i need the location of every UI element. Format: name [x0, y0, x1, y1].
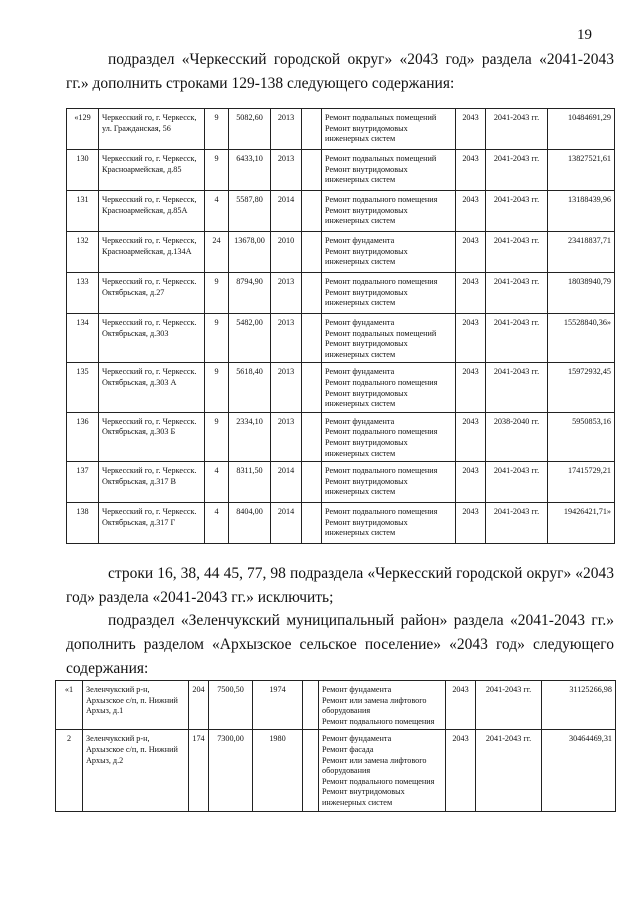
work-item: Ремонт фасада [322, 744, 374, 754]
year-cell: 2013 [271, 363, 302, 412]
table-row [67, 503, 615, 544]
cost-cell: 13827521,61 [548, 150, 615, 191]
address-cell: Зеленчукский р-н, Архызское с/п, п. Нижний Архыз, д.2 [83, 730, 189, 811]
empty-cell [302, 363, 322, 412]
row-number-cell: 137 [67, 462, 99, 503]
year-cell: 2013 [271, 109, 302, 150]
table-cherkessk-rows [66, 108, 615, 544]
year-cell: 2010 [271, 232, 302, 273]
year-cell: 2013 [271, 412, 302, 461]
floors-cell: 9 [205, 363, 229, 412]
works-cell [322, 109, 456, 150]
table-row [56, 730, 616, 811]
works-cell [322, 503, 456, 544]
work-item: Ремонт внутридомовых инженерных систем [325, 339, 408, 359]
empty-cell [302, 273, 322, 314]
empty-cell [302, 150, 322, 191]
works-cell [322, 273, 456, 314]
empty-cell [302, 412, 322, 461]
page-number: 19 [577, 27, 592, 43]
period-cell: 2041-2043 гг. [486, 503, 548, 544]
works-cell [322, 191, 456, 232]
floors-cell: 204 [189, 681, 209, 730]
address-cell: Черкесский го, г. Черкесск, ул. Гражданская, 56 [99, 109, 205, 150]
floors-cell: 9 [205, 150, 229, 191]
floors-cell: 9 [205, 273, 229, 314]
work-item: Ремонт подвального помещения [325, 427, 438, 437]
cost-cell: 10484691,29 [548, 109, 615, 150]
area-cell: 8311,50 [229, 462, 271, 503]
address-cell: Черкесский го, г. Черкесск. Октябрьская, д.317 В [99, 462, 205, 503]
year-cell: 1980 [253, 730, 303, 811]
area-cell: 8404,00 [229, 503, 271, 544]
address-cell: Черкесский го, г. Черкесск, Красноармейская, д.134А [99, 232, 205, 273]
address-cell: Черкесский го, г. Черкесск. Октябрьская, д.303 А [99, 363, 205, 412]
cost-cell: 15972932,45 [548, 363, 615, 412]
work-item: Ремонт внутридомовых инженерных систем [325, 437, 408, 458]
floors-cell: 9 [205, 314, 229, 363]
plan-year-cell: 2043 [456, 273, 486, 314]
plan-year-cell: 2043 [446, 681, 476, 730]
floors-cell: 9 [205, 412, 229, 461]
work-item: Ремонт подвальных помещений [325, 154, 437, 163]
paragraph-add-rows: подраздел «Черкесский городской округ» «2043 год» раздела «2041-2043 гг.» дополнить строками 129-138 следующего содержания: [66, 51, 614, 92]
period-cell: 2041-2043 гг. [476, 681, 542, 730]
work-item: Ремонт подвального помещения [325, 377, 438, 387]
cost-cell: 31125266,98 [542, 681, 616, 730]
table-row [67, 363, 615, 412]
work-item: Ремонт подвального помещения [325, 507, 438, 517]
paragraph-exclude-rows: строки 16, 38, 44 45, 77, 98 подраздела «Черкесский городской округ» «2043 год» раздела «2041-2043 гг.» исключить; [66, 565, 614, 606]
floors-cell: 9 [205, 109, 229, 150]
table-arkhyz-rows [55, 680, 616, 812]
row-number-cell: 130 [67, 150, 99, 191]
period-cell: 2041-2043 гг. [476, 730, 542, 811]
plan-year-cell: 2043 [456, 191, 486, 232]
plan-year-cell: 2043 [456, 462, 486, 503]
period-cell: 2038-2040 гг. [486, 412, 548, 461]
work-item: Ремонт фундамента [325, 367, 395, 377]
empty-cell [302, 232, 322, 273]
period-cell: 2041-2043 гг. [486, 273, 548, 314]
work-item: Ремонт внутридомовых инженерных систем [325, 246, 408, 267]
table-row [67, 109, 615, 150]
paragraph-add-section: подраздел «Зеленчукский муниципальный район» раздела «2041-2043 гг.» дополнить разделом «Архызское сельское поселение» «2043 год» следующего содержания: [66, 612, 614, 677]
cost-cell: 5950853,16 [548, 412, 615, 461]
row-number-cell: 133 [67, 273, 99, 314]
area-cell: 8794,90 [229, 273, 271, 314]
row-number-cell: «1 [56, 681, 83, 730]
period-cell: 2041-2043 гг. [486, 314, 548, 363]
works-cell [322, 363, 456, 412]
year-cell: 2013 [271, 273, 302, 314]
period-cell: 2041-2043 гг. [486, 462, 548, 503]
floors-cell: 174 [189, 730, 209, 811]
empty-cell [303, 730, 319, 811]
works-cell [322, 462, 456, 503]
cost-cell: 23418837,71 [548, 232, 615, 273]
area-cell: 7300,00 [209, 730, 253, 811]
plan-year-cell: 2043 [446, 730, 476, 811]
work-item: Ремонт внутридомовых инженерных систем [325, 517, 408, 538]
floors-cell: 24 [205, 232, 229, 273]
cost-cell: 18038940,79 [548, 273, 615, 314]
work-item: Ремонт внутридомовых инженерных систем [325, 388, 408, 409]
works-cell [322, 150, 456, 191]
work-item: Ремонт подвального помещения [325, 466, 438, 476]
table-row [67, 150, 615, 191]
empty-cell [302, 314, 322, 363]
address-cell: Зеленчукский р-н, Архызское с/п, п. Нижний Архыз, д.1 [83, 681, 189, 730]
area-cell: 5618,40 [229, 363, 271, 412]
empty-cell [302, 462, 322, 503]
work-item: Ремонт подвальных помещений [325, 328, 437, 338]
row-number-cell: 136 [67, 412, 99, 461]
year-cell: 2014 [271, 462, 302, 503]
work-item: Ремонт фундамента [325, 318, 395, 327]
work-item: Ремонт внутридомовых инженерных систем [325, 164, 408, 185]
row-number-cell: 132 [67, 232, 99, 273]
period-cell: 2041-2043 гг. [486, 150, 548, 191]
work-item: Ремонт внутридомовых инженерных систем [325, 287, 408, 308]
plan-year-cell: 2043 [456, 109, 486, 150]
work-item: Ремонт или замена лифтового оборудования [322, 695, 427, 716]
floors-cell: 4 [205, 503, 229, 544]
area-cell: 7500,50 [209, 681, 253, 730]
works-cell [322, 314, 456, 363]
plan-year-cell: 2043 [456, 150, 486, 191]
area-cell: 5587,80 [229, 191, 271, 232]
row-number-cell: 135 [67, 363, 99, 412]
address-cell: Черкесский го, г. Черкесск. Октябрьская, д.27 [99, 273, 205, 314]
year-cell: 1974 [253, 681, 303, 730]
table-row [56, 681, 616, 730]
row-number-cell: 138 [67, 503, 99, 544]
work-item: Ремонт внутридомовых инженерных систем [325, 205, 408, 226]
empty-cell [302, 503, 322, 544]
area-cell: 5482,00 [229, 314, 271, 363]
work-item: Ремонт подвального помещения [325, 277, 438, 286]
year-cell: 2013 [271, 150, 302, 191]
period-cell: 2041-2043 гг. [486, 109, 548, 150]
period-cell: 2041-2043 гг. [486, 191, 548, 232]
table-row [67, 462, 615, 503]
table-row [67, 412, 615, 461]
address-cell: Черкесский го, г. Черкесск. Октябрьская, д.303 [99, 314, 205, 363]
works-cell [322, 232, 456, 273]
table-row [67, 232, 615, 273]
row-number-cell: 131 [67, 191, 99, 232]
cost-cell: 15528840,36» [548, 314, 615, 363]
work-item: Ремонт подвального помещения [322, 776, 435, 786]
work-item: Ремонт внутридомовых инженерных систем [322, 787, 405, 807]
plan-year-cell: 2043 [456, 503, 486, 544]
cost-cell: 13188439,96 [548, 191, 615, 232]
table-row [67, 273, 615, 314]
work-item: Ремонт фундамента [325, 416, 395, 426]
plan-year-cell: 2043 [456, 412, 486, 461]
work-item: Ремонт подвальных помещений [325, 113, 437, 122]
area-cell: 6433,10 [229, 150, 271, 191]
work-item: Ремонт внутридомовых инженерных систем [325, 476, 408, 497]
address-cell: Черкесский го, г. Черкесск. Октябрьская, д.317 Г [99, 503, 205, 544]
table-row [67, 191, 615, 232]
empty-cell [302, 109, 322, 150]
row-number-cell: 134 [67, 314, 99, 363]
work-item: Ремонт фундамента [322, 734, 392, 744]
address-cell: Черкесский го, г. Черкесск, Красноармейская, д.85А [99, 191, 205, 232]
works-cell [319, 730, 446, 811]
year-cell: 2013 [271, 314, 302, 363]
year-cell: 2014 [271, 503, 302, 544]
address-cell: Черкесский го, г. Черкесск. Октябрьская, д.303 Б [99, 412, 205, 461]
area-cell: 2334,10 [229, 412, 271, 461]
works-cell [322, 412, 456, 461]
year-cell: 2014 [271, 191, 302, 232]
row-number-cell: «129 [67, 109, 99, 150]
empty-cell [302, 191, 322, 232]
plan-year-cell: 2043 [456, 363, 486, 412]
work-item: Ремонт фундамента [325, 236, 395, 245]
period-cell: 2041-2043 гг. [486, 363, 548, 412]
work-item: Ремонт фундамента [322, 685, 392, 694]
empty-cell [303, 681, 319, 730]
area-cell: 5082,60 [229, 109, 271, 150]
cost-cell: 30464469,31 [542, 730, 616, 811]
row-number-cell: 2 [56, 730, 83, 811]
table-row [67, 314, 615, 363]
floors-cell: 4 [205, 462, 229, 503]
plan-year-cell: 2043 [456, 314, 486, 363]
floors-cell: 4 [205, 191, 229, 232]
plan-year-cell: 2043 [456, 232, 486, 273]
cost-cell: 17415729,21 [548, 462, 615, 503]
work-item: Ремонт или замена лифтового оборудования [322, 755, 427, 776]
work-item: Ремонт подвального помещения [325, 195, 438, 204]
cost-cell: 19426421,71» [548, 503, 615, 544]
address-cell: Черкесский го, г. Черкесск, Красноармейская, д.85 [99, 150, 205, 191]
work-item: Ремонт внутридомовых инженерных систем [325, 123, 408, 144]
works-cell [319, 681, 446, 730]
period-cell: 2041-2043 гг. [486, 232, 548, 273]
area-cell: 13678,00 [229, 232, 271, 273]
work-item: Ремонт подвального помещения [322, 716, 435, 726]
